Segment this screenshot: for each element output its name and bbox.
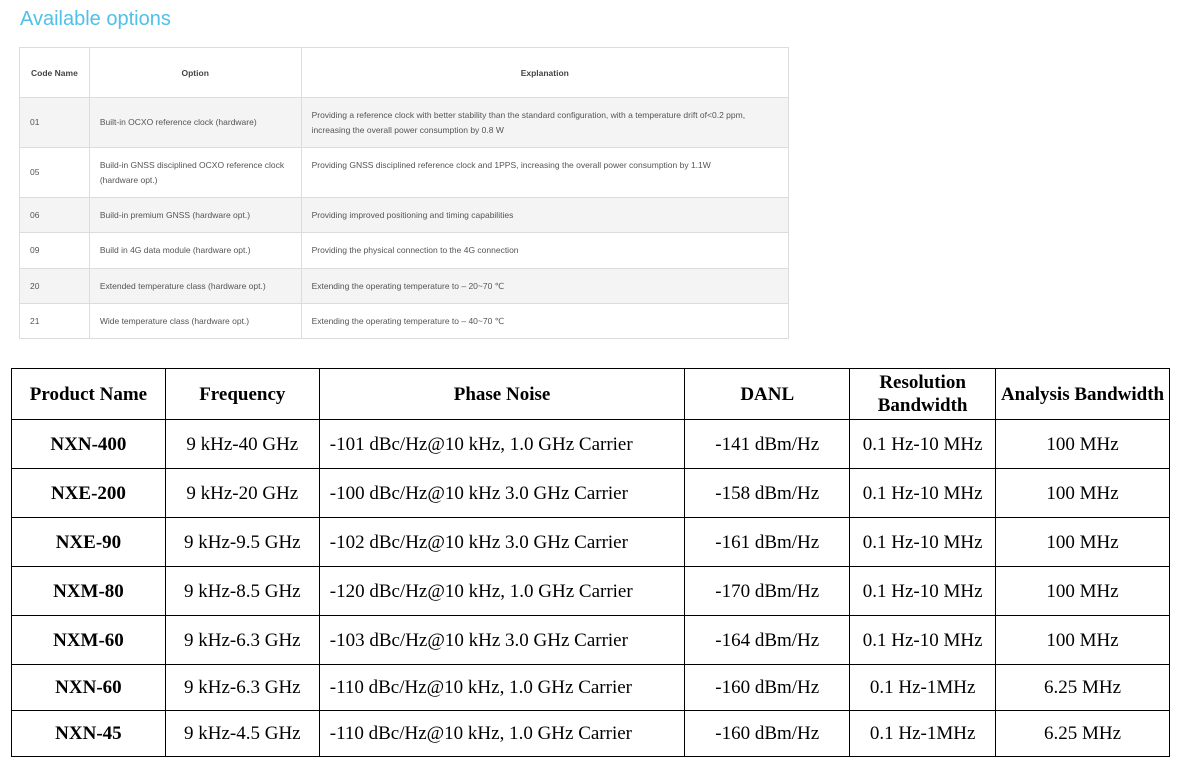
option-explanation: Extending the operating temperature to – 20~70 ℃ — [301, 269, 788, 304]
product-danl: -160 dBm/Hz — [685, 711, 850, 757]
option-explanation: Providing GNSS disciplined reference clock and 1PPS, increasing the overall power consumption by 1.1W — [301, 148, 788, 198]
option-explanation: Providing the physical connection to the 4G connection — [301, 233, 788, 269]
product-analysis-bw: 6.25 MHz — [996, 711, 1170, 757]
product-frequency: 9 kHz-40 GHz — [165, 420, 319, 469]
option-explanation: Extending the operating temperature to – 40~70 ℃ — [301, 304, 788, 339]
product-header-row — [12, 369, 1170, 420]
header-phase-noise: Phase Noise — [319, 369, 685, 420]
option-code: 20 — [20, 269, 90, 304]
product-row — [12, 420, 1170, 469]
option-code: 21 — [20, 304, 90, 339]
product-phase-noise: -110 dBc/Hz@10 kHz, 1.0 GHz Carrier — [319, 711, 685, 757]
product-danl: -160 dBm/Hz — [685, 665, 850, 711]
header-code-name: Code Name — [20, 48, 90, 98]
product-name: NXN-400 — [12, 420, 166, 469]
header-frequency: Frequency — [165, 369, 319, 420]
header-danl: DANL — [685, 369, 850, 420]
option-row — [20, 98, 789, 148]
product-danl: -164 dBm/Hz — [685, 616, 850, 665]
product-rbw: 0.1 Hz-10 MHz — [850, 420, 996, 469]
product-analysis-bw: 100 MHz — [996, 420, 1170, 469]
section-title: Available options — [20, 8, 171, 30]
product-phase-noise: -102 dBc/Hz@10 kHz 3.0 GHz Carrier — [319, 518, 685, 567]
product-row — [12, 711, 1170, 757]
product-frequency: 9 kHz-20 GHz — [165, 469, 319, 518]
product-table — [11, 368, 1170, 757]
product-analysis-bw: 100 MHz — [996, 567, 1170, 616]
option-code: 09 — [20, 233, 90, 269]
option-name: Build in 4G data module (hardware opt.) — [89, 233, 301, 269]
product-danl: -158 dBm/Hz — [685, 469, 850, 518]
header-analysis-bandwidth: Analysis Bandwidth — [996, 369, 1170, 420]
product-frequency: 9 kHz-8.5 GHz — [165, 567, 319, 616]
product-rbw: 0.1 Hz-10 MHz — [850, 469, 996, 518]
option-code: 05 — [20, 148, 90, 198]
product-frequency: 9 kHz-6.3 GHz — [165, 616, 319, 665]
option-name: Extended temperature class (hardware opt.) — [89, 269, 301, 304]
product-row — [12, 665, 1170, 711]
product-rbw: 0.1 Hz-10 MHz — [850, 518, 996, 567]
product-frequency: 9 kHz-4.5 GHz — [165, 711, 319, 757]
product-phase-noise: -101 dBc/Hz@10 kHz, 1.0 GHz Carrier — [319, 420, 685, 469]
product-name: NXE-90 — [12, 518, 166, 567]
product-phase-noise: -100 dBc/Hz@10 kHz 3.0 GHz Carrier — [319, 469, 685, 518]
product-rbw: 0.1 Hz-1MHz — [850, 665, 996, 711]
header-product-name: Product Name — [12, 369, 166, 420]
product-analysis-bw: 6.25 MHz — [996, 665, 1170, 711]
product-danl: -170 dBm/Hz — [685, 567, 850, 616]
option-row — [20, 269, 789, 304]
option-explanation: Providing a reference clock with better stability than the standard configuration, with a temperature drift of<0.2 ppm, increasing the overall power consumption by 0.8 W — [301, 98, 788, 148]
options-table — [19, 47, 789, 339]
option-row — [20, 198, 789, 233]
product-name: NXN-60 — [12, 665, 166, 711]
product-phase-noise: -110 dBc/Hz@10 kHz, 1.0 GHz Carrier — [319, 665, 685, 711]
header-explanation: Explanation — [301, 48, 788, 98]
product-rbw: 0.1 Hz-1MHz — [850, 711, 996, 757]
option-row — [20, 304, 789, 339]
product-danl: -141 dBm/Hz — [685, 420, 850, 469]
product-row — [12, 518, 1170, 567]
option-row — [20, 233, 789, 269]
product-phase-noise: -103 dBc/Hz@10 kHz 3.0 GHz Carrier — [319, 616, 685, 665]
product-name: NXE-200 — [12, 469, 166, 518]
product-analysis-bw: 100 MHz — [996, 616, 1170, 665]
product-danl: -161 dBm/Hz — [685, 518, 850, 567]
option-name: Build-in premium GNSS (hardware opt.) — [89, 198, 301, 233]
product-name: NXM-60 — [12, 616, 166, 665]
header-option: Option — [89, 48, 301, 98]
option-name: Build-in GNSS disciplined OCXO reference clock (hardware opt.) — [89, 148, 301, 198]
option-code: 06 — [20, 198, 90, 233]
product-row — [12, 469, 1170, 518]
product-name: NXM-80 — [12, 567, 166, 616]
product-rbw: 0.1 Hz-10 MHz — [850, 616, 996, 665]
product-name: NXN-45 — [12, 711, 166, 757]
product-frequency: 9 kHz-9.5 GHz — [165, 518, 319, 567]
options-header-row — [20, 48, 789, 98]
product-analysis-bw: 100 MHz — [996, 518, 1170, 567]
product-analysis-bw: 100 MHz — [996, 469, 1170, 518]
option-name: Built-in OCXO reference clock (hardware) — [89, 98, 301, 148]
option-explanation: Providing improved positioning and timing capabilities — [301, 198, 788, 233]
option-name: Wide temperature class (hardware opt.) — [89, 304, 301, 339]
product-frequency: 9 kHz-6.3 GHz — [165, 665, 319, 711]
header-resolution-bandwidth: Resolution Bandwidth — [850, 369, 996, 420]
option-row — [20, 148, 789, 198]
option-code: 01 — [20, 98, 90, 148]
product-rbw: 0.1 Hz-10 MHz — [850, 567, 996, 616]
product-row — [12, 567, 1170, 616]
product-row — [12, 616, 1170, 665]
product-phase-noise: -120 dBc/Hz@10 kHz, 1.0 GHz Carrier — [319, 567, 685, 616]
